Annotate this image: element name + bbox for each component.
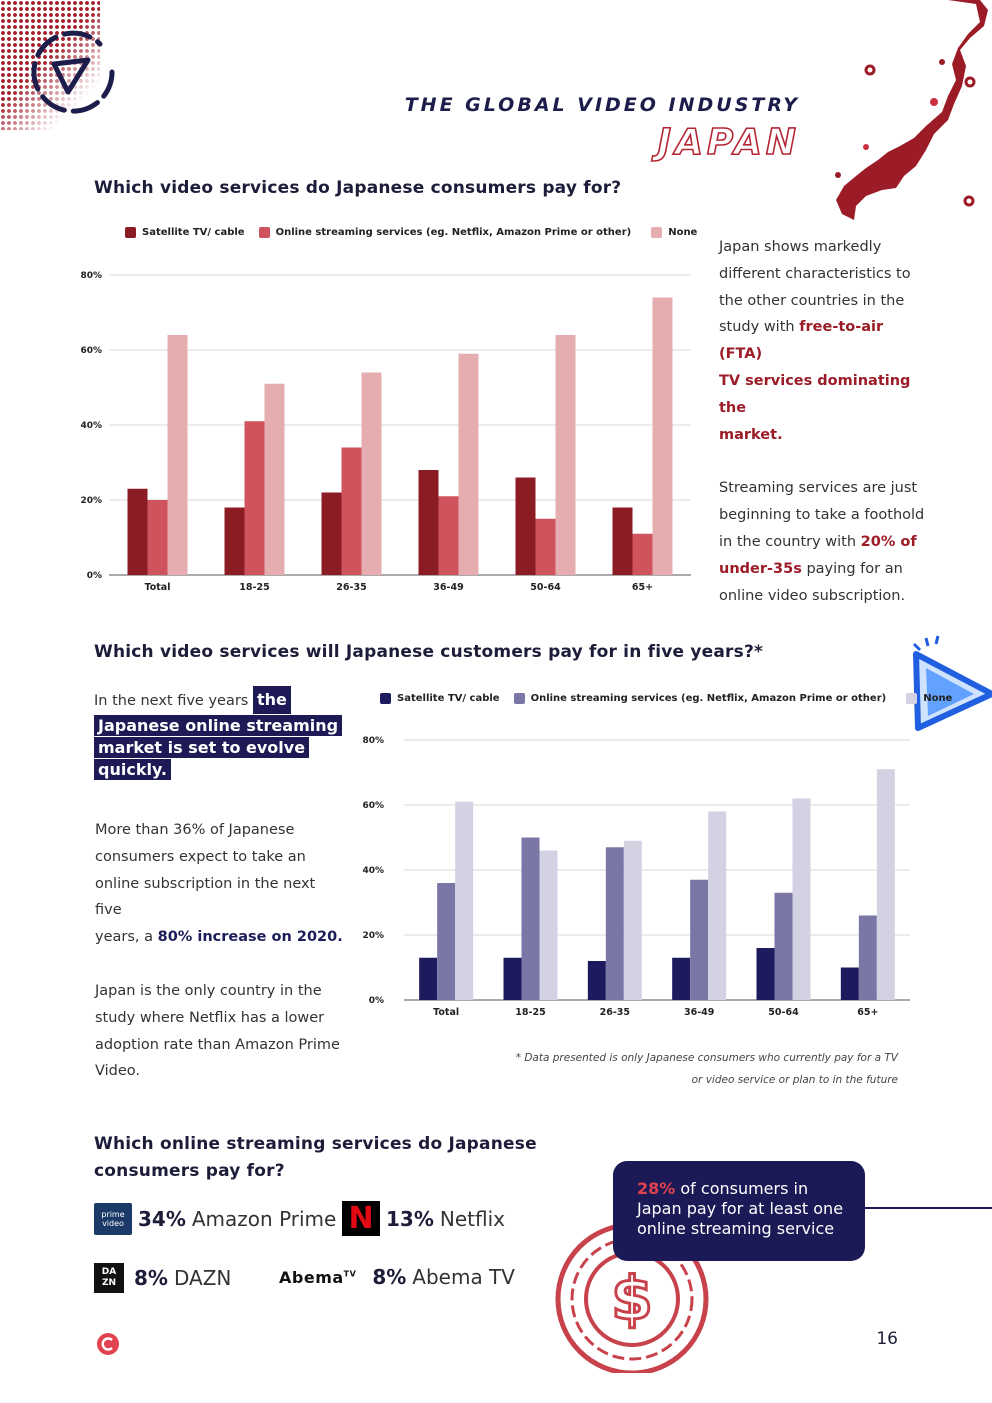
text-line: beginning to take a foothold [719,507,925,524]
dazn-logo-icon: DA ZN [94,1263,124,1293]
y-tick-label: 20% [362,931,384,941]
text-line: in the country with 20% of [719,533,917,550]
bar [322,493,342,576]
legend-label: Satellite TV/ cable [397,693,500,704]
bar [672,958,690,1000]
x-tick-label: 36-49 [683,1007,715,1018]
bar [522,838,540,1001]
bar [168,335,188,575]
legend-item-none [906,693,952,704]
streaming-stat-callout [613,1161,865,1261]
service-name: Amazon Prime [191,1207,337,1231]
x-tick-label: 36-49 [433,582,464,593]
bar [588,961,606,1000]
bar [708,812,726,1001]
bar [793,799,811,1001]
section1-title: Which video services do Japanese consumers pay for? [94,178,622,198]
triangle-decoration-icon [904,632,992,742]
callout-line-1: 28% of consumers in [637,1179,809,1198]
bar [536,519,556,575]
section1-text [719,234,929,609]
service-percent: 8% [134,1266,168,1290]
legend-label: Satellite TV/ cable [142,227,245,238]
bar [633,534,653,575]
bar [556,335,576,575]
bar [419,958,437,1000]
bar [459,354,479,575]
legend-item-satellite [380,693,500,704]
footnote-line: or video service or plan to in the future [691,1074,898,1086]
service-netflix [342,1201,505,1236]
bar [245,421,265,575]
service-dazn [94,1263,231,1293]
service-percent: 34% [138,1207,186,1231]
legend-item-online [514,693,887,704]
text-line: study with free-to-air (FTA) [719,319,884,363]
bar [775,893,793,1000]
y-tick-label: 40% [80,421,102,431]
highlight-line: market is set to evolve [94,737,309,758]
highlight-line: quickly. [94,759,171,780]
bar [540,851,558,1001]
y-tick-label: 0% [86,571,102,581]
chart2-bar-chart [350,728,920,1028]
text-line: years, a 80% increase on 2020. [95,929,343,946]
section3-title: Which online streaming services do Japanese consumers pay for? [94,1134,537,1181]
japan-map-icon [830,0,992,225]
section2-title: Which video services will Japanese customers pay for in five years?* [94,642,764,662]
highlight-line: Japanese online streaming [94,715,342,736]
bar [504,958,522,1000]
bar [877,769,895,1000]
bar [757,948,775,1000]
legend-label: Online streaming services (eg. Netflix, Amazon Prime or other) [275,227,632,238]
bar [342,448,362,576]
text-line: under-35s paying for an [719,560,903,577]
text-line: Japan is the only country in the [95,982,322,999]
text-line: different characteristics to [719,265,911,282]
text-line: TV services dominating the [719,372,911,416]
text-line: the other countries in the [719,292,905,309]
bar [841,968,859,1001]
x-tick-label: 26-35 [336,582,367,593]
y-tick-label: 40% [362,866,384,876]
service-name: DAZN [173,1266,232,1290]
x-tick-label: 65+ [857,1007,879,1018]
service-name: Abema TV [412,1265,515,1289]
legend-label: None [923,693,953,704]
y-tick-label: 80% [362,736,384,746]
page-header-title: THE GLOBAL VIDEO INDUSTRY [404,94,800,116]
text-line: online video subscription. [719,587,906,604]
x-tick-label: Total [433,1007,460,1018]
section2-highlight-block [94,685,354,780]
bar [859,916,877,1001]
bar [624,841,642,1000]
bar [437,883,455,1000]
text-line: More than 36% of Japanese [95,822,295,838]
legend-swatch [651,227,662,238]
service-name: Netflix [439,1206,505,1231]
legend-swatch [380,693,391,704]
chart2-footnote [398,1047,898,1091]
bar [516,478,536,576]
service-percent: 13% [386,1206,434,1231]
legend-item-online [259,227,632,238]
netflix-logo-icon: N [342,1201,380,1236]
text-line: Streaming services are just [719,480,918,497]
callout-line-2: Japan pay for at least one [637,1199,844,1218]
bar [225,508,245,576]
svg-text:$: $ [611,1264,653,1334]
text-line: consumers expect to take an [95,848,306,865]
text-line: Japan shows markedly [719,239,882,255]
bar [265,384,285,575]
x-tick-label: 18-25 [239,582,270,593]
bar [653,298,673,576]
legend-swatch [906,693,917,704]
service-abema-tv [279,1265,515,1289]
brand-logo-icon [96,1332,120,1356]
legend-swatch [514,693,525,704]
x-tick-label: 26-35 [599,1007,631,1018]
x-tick-label: 50-64 [530,582,561,593]
legend-item-satellite [125,227,245,238]
text-line: Video. [95,1063,140,1080]
chart1-bar-chart [60,260,700,600]
x-tick-label: Total [144,582,171,593]
legend-label: None [668,227,698,238]
text-line: adoption rate than Amazon Prime [95,1036,340,1053]
text-line: study where Netflix has a lower [95,1009,325,1026]
bar [606,847,624,1000]
service-percent: 8% [372,1265,407,1289]
bar [439,496,459,575]
x-tick-label: 50-64 [768,1007,799,1018]
callout-line-3: online streaming service [637,1219,835,1238]
y-tick-label: 60% [80,346,102,356]
section2-text [95,817,345,1085]
page-number: 16 [876,1329,898,1349]
y-tick-label: 60% [362,801,384,811]
y-tick-label: 0% [368,996,384,1006]
abema-logo-icon: Abema$^{TV}$ [279,1267,357,1287]
bar [690,880,708,1000]
bar [613,508,633,576]
text-line: online subscription in the next five [95,875,316,919]
x-tick-label: 18-25 [515,1007,546,1018]
chart2-legend [380,693,966,704]
page-header-country: JAPAN [657,122,800,163]
legend-swatch [125,227,136,238]
legend-label: Online streaming services (eg. Netflix, Amazon Prime or other) [530,693,887,704]
callout-line [865,1207,992,1209]
text-line: In the next five years the [94,685,354,714]
x-tick-label: 65+ [631,582,654,593]
bar [362,373,382,576]
prime-video-logo-icon: prime video [94,1203,132,1235]
bar [455,802,473,1000]
legend-item-none [651,227,697,238]
legend-swatch [259,227,270,238]
bar [128,489,148,575]
bar [148,500,168,575]
text-line: market. [719,426,783,443]
play-logo-icon [26,26,126,121]
service-amazon-prime [94,1203,336,1235]
y-tick-label: 20% [80,496,102,506]
bar [419,470,439,575]
chart1-legend [125,227,711,238]
footnote-line: * Data presented is only Japanese consumers who currently pay for a TV [515,1052,898,1064]
y-tick-label: 80% [80,271,102,281]
